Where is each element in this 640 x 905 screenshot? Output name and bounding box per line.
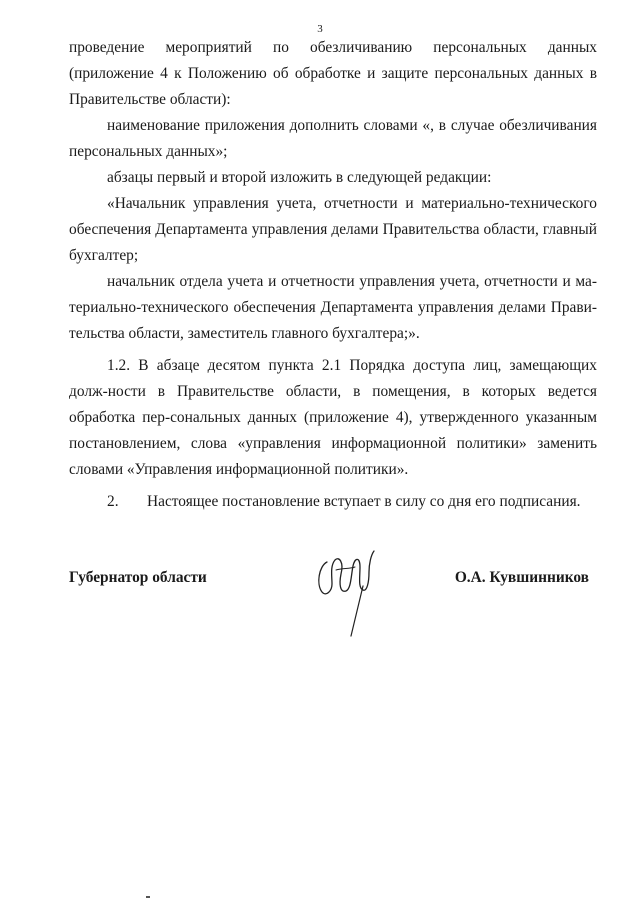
paragraph: «Начальник управления учета, отчетности и материально-технического обеспечения Департамента управления делами Правительства области, главный бухгалтер; — [69, 195, 597, 264]
clause-text: Настоящее постановление вступает в силу со дня его подписания. — [147, 493, 581, 510]
handwritten-signature — [313, 540, 377, 644]
paragraph: начальник отдела учета и отчетности управления учета, отчетности и ма-териально-технического обеспечения Департамента управления делами Прави-тельства области, заместитель главного бухгалтера;». — [69, 273, 597, 342]
signatory-name: О.А. Кувшинников — [454, 569, 589, 586]
page-number: 3 — [317, 23, 323, 35]
paragraph-clause-2 — [69, 489, 597, 515]
clause-number: 2. — [107, 493, 119, 510]
signatory-position: Губернатор области — [69, 569, 207, 586]
scan-speck — [146, 896, 150, 898]
document-body — [69, 35, 597, 515]
signature-block — [69, 562, 589, 632]
paragraph: наименование приложения дополнить словами «, в случае обезличивания персональных данных»; — [69, 117, 597, 160]
paragraph-clause-1-2: 1.2. В абзаце десятом пункта 2.1 Порядка доступа лиц, замещающих долж-ности в Правительстве области, в помещения, в которых ведется обработка пер-сональных данных (приложение 4), утвержденного указанным постановлением, слова «управления информационной политики» заменить словами «Управления информационной политики». — [69, 357, 597, 478]
paragraph-continuation: проведение мероприятий по обезличиванию персональных данных (приложение 4 к Положению об обработке и защите персональных данных в Правительстве области): — [69, 39, 597, 108]
paragraph: абзацы первый и второй изложить в следующей редакции: — [107, 169, 492, 186]
